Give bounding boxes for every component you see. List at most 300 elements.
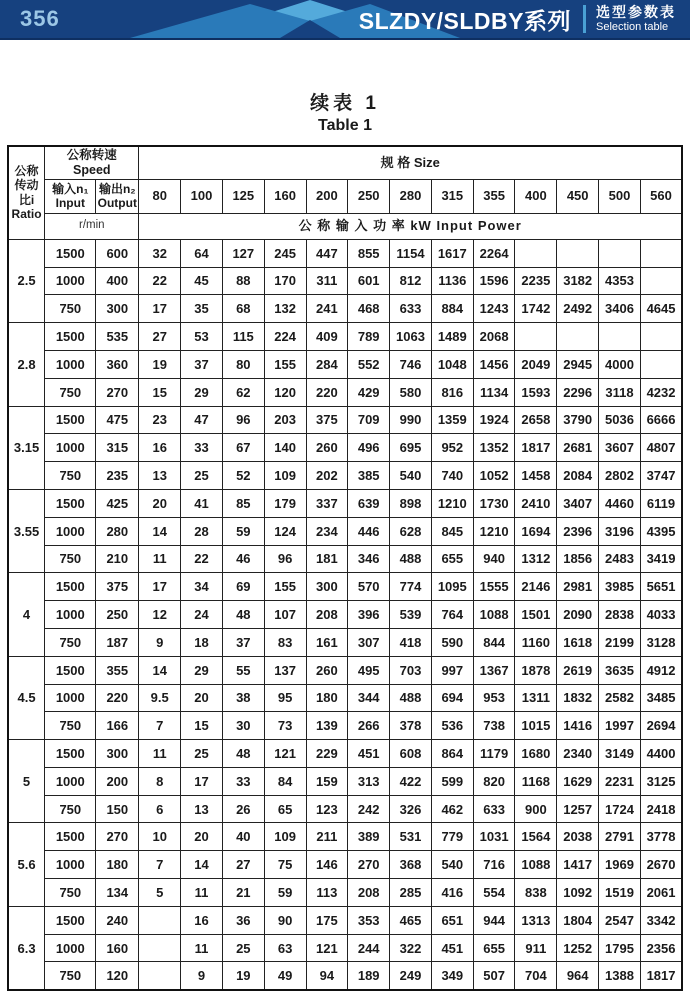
power-value-cell: 4395 [640, 517, 682, 545]
power-value-cell: 2264 [473, 239, 515, 267]
ratio-cell: 2.5 [8, 239, 45, 322]
power-value-cell: 1593 [515, 378, 557, 406]
power-value-cell: 7 [139, 851, 181, 879]
table-row [8, 684, 682, 712]
power-value-cell: 3419 [640, 545, 682, 573]
power-value-cell: 3128 [640, 628, 682, 656]
input-speed-cell: 750 [45, 462, 96, 490]
output-speed-cell: 425 [96, 489, 139, 517]
power-value-cell: 7 [139, 712, 181, 740]
power-value-cell: 25 [222, 934, 264, 962]
power-value-cell: 12 [139, 601, 181, 629]
power-value-cell: 349 [431, 962, 473, 990]
power-value-cell: 1694 [515, 517, 557, 545]
power-value-cell: 552 [348, 350, 390, 378]
power-value-cell: 898 [390, 489, 432, 517]
output-speed-cell: 315 [96, 434, 139, 462]
power-value-cell: 1088 [515, 851, 557, 879]
power-value-cell: 1618 [557, 628, 599, 656]
power-value-cell: 816 [431, 378, 473, 406]
power-value-cell: 175 [306, 906, 348, 934]
power-value-cell: 8 [139, 767, 181, 795]
power-value-cell: 409 [306, 323, 348, 351]
power-value-cell: 9.5 [139, 684, 181, 712]
power-value-cell: 3778 [640, 823, 682, 851]
input-speed-cell: 1000 [45, 851, 96, 879]
size-header-cell: 250 [348, 179, 390, 213]
power-value-cell: 85 [222, 489, 264, 517]
power-value-cell: 25 [181, 740, 223, 768]
page-number: 356 [20, 6, 60, 31]
input-speed-cell: 1000 [45, 350, 96, 378]
power-value-cell: 4807 [640, 434, 682, 462]
power-value-cell: 570 [348, 573, 390, 601]
ratio-cell: 4 [8, 573, 45, 656]
power-value-cell: 628 [390, 517, 432, 545]
power-value-cell: 3635 [599, 656, 641, 684]
power-value-cell: 820 [473, 767, 515, 795]
power-value-cell: 1817 [515, 434, 557, 462]
power-value-cell: 59 [264, 879, 306, 907]
table-row [8, 767, 682, 795]
output-speed-cell: 270 [96, 823, 139, 851]
power-value-cell: 651 [431, 906, 473, 934]
power-value-cell: 69 [222, 573, 264, 601]
power-value-cell: 346 [348, 545, 390, 573]
power-value-cell: 1312 [515, 545, 557, 573]
power-value-cell: 3182 [557, 267, 599, 295]
power-value-cell: 1417 [557, 851, 599, 879]
ratio-header-cn: 公称传动比i [14, 163, 39, 207]
power-value-cell: 507 [473, 962, 515, 990]
power-value-cell: 1629 [557, 767, 599, 795]
power-value-cell: 4912 [640, 656, 682, 684]
power-value-cell: 179 [264, 489, 306, 517]
header-subtitle-block [596, 5, 676, 32]
power-value-cell: 964 [557, 962, 599, 990]
power-value-cell: 123 [306, 795, 348, 823]
power-value-cell: 24 [181, 601, 223, 629]
power-value-cell: 270 [348, 851, 390, 879]
input-speed-cell: 1500 [45, 489, 96, 517]
power-value-cell: 109 [264, 462, 306, 490]
power-value-cell: 2356 [640, 934, 682, 962]
ratio-cell: 5.6 [8, 823, 45, 906]
power-value-cell: 20 [139, 489, 181, 517]
power-value-cell: 208 [306, 601, 348, 629]
input-speed-cell: 1000 [45, 767, 96, 795]
power-value-cell: 1359 [431, 406, 473, 434]
power-value-cell: 1063 [390, 323, 432, 351]
power-value-cell: 181 [306, 545, 348, 573]
power-value-cell: 13 [139, 462, 181, 490]
power-value-cell: 2838 [599, 601, 641, 629]
power-value-cell: 1878 [515, 656, 557, 684]
power-value-cell: 37 [181, 350, 223, 378]
power-value-cell: 20 [181, 684, 223, 712]
power-value-cell: 2396 [557, 517, 599, 545]
power-value-cell: 1313 [515, 906, 557, 934]
table-row [8, 406, 682, 434]
power-value-cell: 14 [139, 656, 181, 684]
power-value-cell: 2681 [557, 434, 599, 462]
power-value-cell: 229 [306, 740, 348, 768]
power-value-cell: 3607 [599, 434, 641, 462]
power-value-cell: 5036 [599, 406, 641, 434]
output-header-en: Output [97, 196, 137, 211]
power-value-cell [139, 934, 181, 962]
power-value-cell: 488 [390, 684, 432, 712]
power-value-cell: 1052 [473, 462, 515, 490]
power-value-cell: 46 [222, 545, 264, 573]
power-value-cell: 88 [222, 267, 264, 295]
power-value-cell: 3790 [557, 406, 599, 434]
power-value-cell: 580 [390, 378, 432, 406]
power-value-cell: 2410 [515, 489, 557, 517]
power-value-cell: 738 [473, 712, 515, 740]
power-value-cell: 838 [515, 879, 557, 907]
input-speed-cell: 750 [45, 545, 96, 573]
power-value-cell: 17 [181, 767, 223, 795]
power-value-cell: 33 [181, 434, 223, 462]
power-value-cell: 244 [348, 934, 390, 962]
power-value-cell: 2049 [515, 350, 557, 378]
power-value-cell: 17 [139, 295, 181, 323]
power-value-cell [139, 962, 181, 990]
power-value-cell: 59 [222, 517, 264, 545]
output-speed-cell: 180 [96, 851, 139, 879]
power-value-cell: 180 [306, 684, 348, 712]
power-value-cell: 22 [139, 267, 181, 295]
power-value-cell: 16 [181, 906, 223, 934]
power-value-cell: 2340 [557, 740, 599, 768]
power-value-cell: 1031 [473, 823, 515, 851]
power-value-cell: 2231 [599, 767, 641, 795]
ratio-cell: 3.55 [8, 489, 45, 572]
table-row [8, 823, 682, 851]
power-value-cell: 709 [348, 406, 390, 434]
power-value-cell: 23 [139, 406, 181, 434]
ratio-cell: 3.15 [8, 406, 45, 489]
size-header-cell: 315 [431, 179, 473, 213]
output-header-cn: 输出n₂ [98, 181, 136, 196]
power-value-cell: 326 [390, 795, 432, 823]
size-header-cell: 280 [390, 179, 432, 213]
power-value-cell: 855 [348, 239, 390, 267]
output-speed-cell: 200 [96, 767, 139, 795]
power-value-cell: 55 [222, 656, 264, 684]
input-speed-cell: 1000 [45, 934, 96, 962]
power-value-cell: 234 [306, 517, 348, 545]
power-value-cell: 531 [390, 823, 432, 851]
power-value-cell: 90 [264, 906, 306, 934]
power-value-cell: 33 [222, 767, 264, 795]
table-row [8, 462, 682, 490]
power-value-cell: 300 [306, 573, 348, 601]
power-value-cell: 608 [390, 740, 432, 768]
power-value-cell: 845 [431, 517, 473, 545]
power-value-cell: 18 [181, 628, 223, 656]
power-value-cell: 1680 [515, 740, 557, 768]
power-value-cell: 132 [264, 295, 306, 323]
power-value-cell: 5651 [640, 573, 682, 601]
power-value-cell: 94 [306, 962, 348, 990]
power-value-cell: 940 [473, 545, 515, 573]
output-speed-cell: 150 [96, 795, 139, 823]
power-value-cell: 1352 [473, 434, 515, 462]
power-value-cell: 22 [181, 545, 223, 573]
power-value-cell: 68 [222, 295, 264, 323]
power-value-cell: 5 [139, 879, 181, 907]
power-value-cell: 1564 [515, 823, 557, 851]
input-speed-cell: 1500 [45, 656, 96, 684]
power-value-cell: 1136 [431, 267, 473, 295]
power-value-cell [599, 323, 641, 351]
power-value-cell: 385 [348, 462, 390, 490]
power-value-cell: 446 [348, 517, 390, 545]
power-value-cell: 3985 [599, 573, 641, 601]
output-speed-cell: 300 [96, 740, 139, 768]
output-speed-cell: 250 [96, 601, 139, 629]
power-value-cell: 2670 [640, 851, 682, 879]
power-value-cell [640, 323, 682, 351]
input-speed-cell: 1500 [45, 823, 96, 851]
power-value-cell: 161 [306, 628, 348, 656]
output-speed-cell: 270 [96, 378, 139, 406]
power-value-cell: 26 [222, 795, 264, 823]
power-value-cell: 4000 [599, 350, 641, 378]
power-value-cell: 140 [264, 434, 306, 462]
table-body [8, 239, 682, 990]
output-speed-cell: 160 [96, 934, 139, 962]
size-group-header: 规 格 Size [139, 146, 682, 180]
power-value-cell: 1856 [557, 545, 599, 573]
power-value-cell: 468 [348, 295, 390, 323]
power-value-cell: 655 [431, 545, 473, 573]
input-speed-cell: 1000 [45, 267, 96, 295]
speed-column-header [45, 146, 139, 180]
subtitle-cn: 选型参数表 [596, 4, 676, 21]
power-value-cell: 1092 [557, 879, 599, 907]
power-value-cell: 159 [306, 767, 348, 795]
power-value-cell: 953 [473, 684, 515, 712]
power-value-cell: 429 [348, 378, 390, 406]
power-value-cell: 266 [348, 712, 390, 740]
input-speed-cell: 1500 [45, 740, 96, 768]
power-value-cell: 80 [222, 350, 264, 378]
subtitle-en: Selection table [596, 20, 669, 33]
table-row [8, 545, 682, 573]
power-value-cell: 4353 [599, 267, 641, 295]
output-speed-cell: 375 [96, 573, 139, 601]
power-value-cell: 322 [390, 934, 432, 962]
power-value-cell: 28 [181, 517, 223, 545]
power-value-cell: 2547 [599, 906, 641, 934]
power-value-cell: 695 [390, 434, 432, 462]
table-row [8, 906, 682, 934]
output-speed-cell: 235 [96, 462, 139, 490]
output-speed-cell: 600 [96, 239, 139, 267]
input-speed-cell: 750 [45, 295, 96, 323]
power-value-cell: 1795 [599, 934, 641, 962]
power-value-cell: 465 [390, 906, 432, 934]
power-value-cell: 1456 [473, 350, 515, 378]
power-value-cell: 52 [222, 462, 264, 490]
power-value-cell: 2235 [515, 267, 557, 295]
power-value-cell: 109 [264, 823, 306, 851]
power-value-cell: 2658 [515, 406, 557, 434]
power-value-cell: 2694 [640, 712, 682, 740]
power-value-cell: 121 [306, 934, 348, 962]
power-value-cell: 19 [222, 962, 264, 990]
power-value-cell: 633 [473, 795, 515, 823]
power-value-cell: 3125 [640, 767, 682, 795]
size-header-cell: 355 [473, 179, 515, 213]
output-speed-cell: 400 [96, 267, 139, 295]
power-value-cell: 639 [348, 489, 390, 517]
input-header-cn: 输入n₁ [52, 181, 89, 196]
power-value-cell: 3485 [640, 684, 682, 712]
power-value-cell: 368 [390, 851, 432, 879]
input-speed-cell: 1500 [45, 406, 96, 434]
power-value-cell: 655 [473, 934, 515, 962]
power-value-cell: 716 [473, 851, 515, 879]
power-value-cell: 11 [181, 879, 223, 907]
table-row [8, 350, 682, 378]
table-row [8, 573, 682, 601]
table-row [8, 628, 682, 656]
table-row [8, 323, 682, 351]
power-value-cell: 64 [181, 239, 223, 267]
power-value-cell: 1458 [515, 462, 557, 490]
power-value-cell: 14 [139, 517, 181, 545]
power-value-cell: 11 [139, 545, 181, 573]
power-value-cell: 260 [306, 434, 348, 462]
power-value-cell: 2199 [599, 628, 641, 656]
power-value-cell: 249 [390, 962, 432, 990]
power-value-cell: 245 [264, 239, 306, 267]
power-value-cell: 1817 [640, 962, 682, 990]
table-row [8, 879, 682, 907]
power-value-cell: 1489 [431, 323, 473, 351]
output-speed-cell: 280 [96, 517, 139, 545]
power-value-cell: 4033 [640, 601, 682, 629]
power-value-cell [557, 323, 599, 351]
power-value-cell: 95 [264, 684, 306, 712]
size-header-cell: 125 [222, 179, 264, 213]
output-speed-cell: 166 [96, 712, 139, 740]
table-row [8, 378, 682, 406]
ratio-header-en: Ratio [11, 207, 42, 222]
table-row [8, 434, 682, 462]
power-value-cell: 704 [515, 962, 557, 990]
power-value-cell: 495 [348, 656, 390, 684]
power-value-cell: 211 [306, 823, 348, 851]
power-value-cell: 96 [222, 406, 264, 434]
power-value-cell: 203 [264, 406, 306, 434]
power-value-cell: 1501 [515, 601, 557, 629]
power-value-cell: 30 [222, 712, 264, 740]
output-speed-cell: 360 [96, 350, 139, 378]
power-value-cell: 2802 [599, 462, 641, 490]
input-speed-header [45, 179, 96, 213]
table-title-block [0, 92, 690, 136]
input-speed-cell: 750 [45, 628, 96, 656]
power-value-cell: 62 [222, 378, 264, 406]
power-value-cell: 488 [390, 545, 432, 573]
table-row [8, 489, 682, 517]
power-value-cell: 952 [431, 434, 473, 462]
power-value-cell: 120 [264, 378, 306, 406]
power-value-cell: 67 [222, 434, 264, 462]
table-row [8, 517, 682, 545]
power-value-cell: 1168 [515, 767, 557, 795]
header-divider [583, 5, 586, 33]
size-header-cell: 400 [515, 179, 557, 213]
input-speed-cell: 750 [45, 378, 96, 406]
power-value-cell: 1617 [431, 239, 473, 267]
power-value-cell: 16 [139, 434, 181, 462]
power-value-cell: 539 [390, 601, 432, 629]
power-value-cell: 703 [390, 656, 432, 684]
power-value-cell: 1596 [473, 267, 515, 295]
power-value-cell: 242 [348, 795, 390, 823]
power-value-cell: 75 [264, 851, 306, 879]
output-speed-cell: 120 [96, 962, 139, 990]
power-value-cell: 844 [473, 628, 515, 656]
power-value-cell: 779 [431, 823, 473, 851]
ratio-cell: 5 [8, 740, 45, 823]
power-value-cell: 35 [181, 295, 223, 323]
output-speed-cell: 210 [96, 545, 139, 573]
power-value-cell: 1243 [473, 295, 515, 323]
power-value-cell: 63 [264, 934, 306, 962]
input-power-header: 公 称 输 入 功 率 kW Input Power [139, 213, 682, 239]
power-value-cell: 83 [264, 628, 306, 656]
output-speed-cell: 240 [96, 906, 139, 934]
power-value-cell: 2492 [557, 295, 599, 323]
table-row [8, 712, 682, 740]
power-value-cell: 1969 [599, 851, 641, 879]
power-value-cell: 3118 [599, 378, 641, 406]
power-value-cell: 146 [306, 851, 348, 879]
power-value-cell: 34 [181, 573, 223, 601]
power-value-cell: 375 [306, 406, 348, 434]
power-value-cell: 540 [390, 462, 432, 490]
output-speed-cell: 300 [96, 295, 139, 323]
power-value-cell: 1179 [473, 740, 515, 768]
input-header-en: Input [55, 196, 85, 211]
power-value-cell: 451 [348, 740, 390, 768]
ratio-cell: 6.3 [8, 906, 45, 990]
power-value-cell: 155 [264, 573, 306, 601]
power-value-cell: 15 [139, 378, 181, 406]
input-speed-cell: 1000 [45, 684, 96, 712]
table-row [8, 239, 682, 267]
table-row [8, 795, 682, 823]
power-value-cell: 14 [181, 851, 223, 879]
power-value-cell: 396 [348, 601, 390, 629]
table-row [8, 295, 682, 323]
input-speed-cell: 1500 [45, 906, 96, 934]
power-value-cell: 1388 [599, 962, 641, 990]
power-value-cell: 45 [181, 267, 223, 295]
power-value-cell: 1154 [390, 239, 432, 267]
table-row [8, 851, 682, 879]
power-value-cell: 2791 [599, 823, 641, 851]
power-value-cell [640, 350, 682, 378]
power-value-cell: 260 [306, 656, 348, 684]
